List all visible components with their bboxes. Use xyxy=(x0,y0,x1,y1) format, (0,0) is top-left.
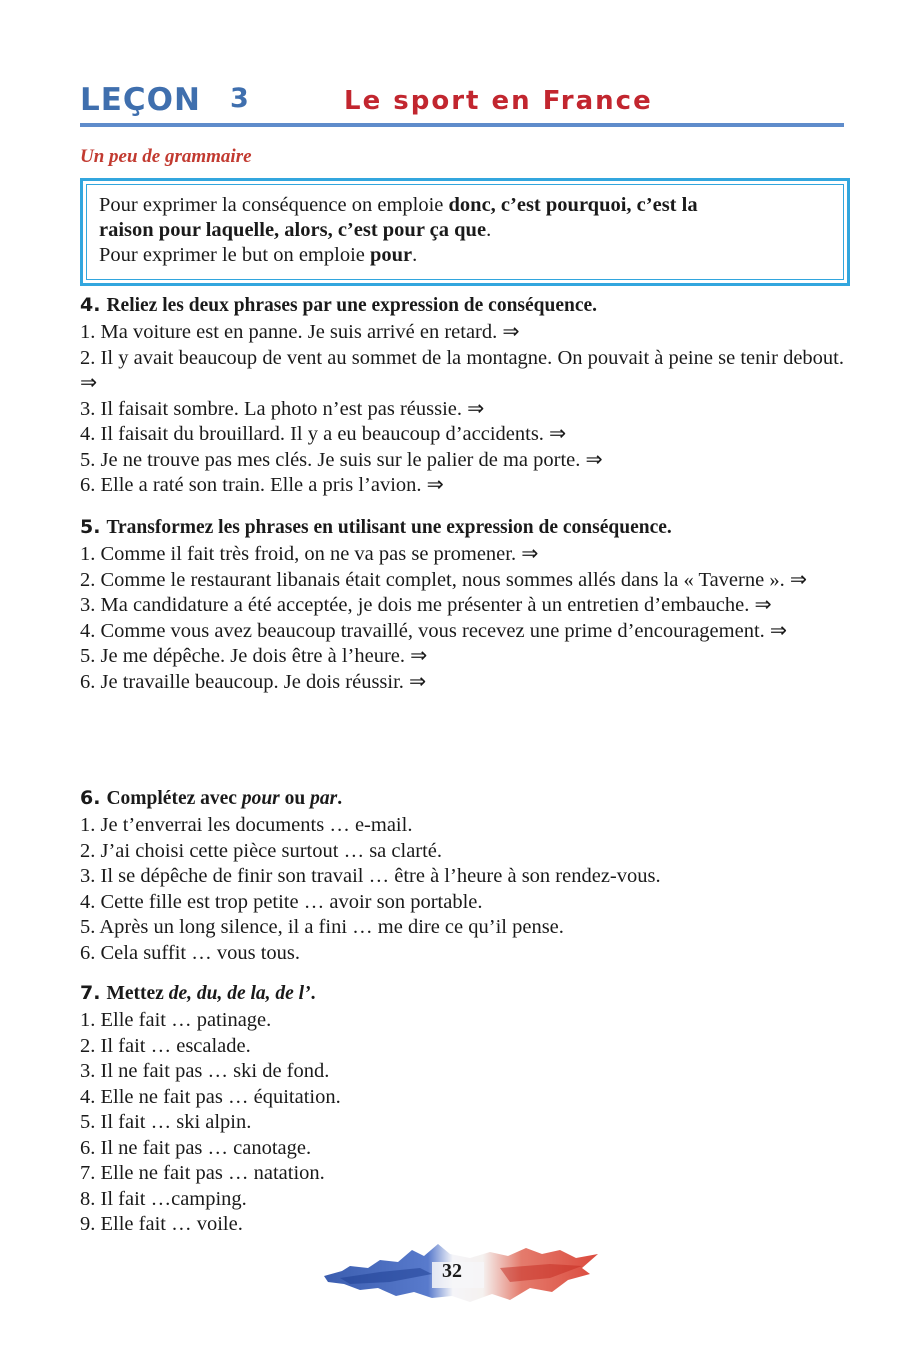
exercise-5 xyxy=(80,512,844,695)
exercise-instruction: Reliez les deux phrases par une expression de conséquence. xyxy=(106,295,598,316)
exercise-7-items xyxy=(80,1008,844,1238)
exercise-item: 4. Elle ne fait pas … équitation. xyxy=(80,1085,341,1108)
grammar-text xyxy=(86,184,844,280)
exercise-number: 5. xyxy=(80,516,101,538)
grammar-bold-1: donc, c’est pourquoi, c’est la xyxy=(448,194,698,216)
lesson-label: LEÇON xyxy=(80,82,201,118)
exercise-item: 7. Elle ne fait pas … natation. xyxy=(80,1162,325,1184)
exercise-item: 4. Cette fille est trop petite … avoir son portable. xyxy=(80,890,483,913)
exercise-keyword: de, du, de la, de l’ xyxy=(168,983,311,1004)
grammar-text-2: . xyxy=(486,219,492,241)
grammar-subheading: Un peu de grammaire xyxy=(80,146,252,167)
exercise-item: 3. Il faisait sombre. La photo n’est pas réussie. ⇒ xyxy=(80,397,485,420)
exercise-item: 1. Comme il fait très froid, on ne va pas se promener. ⇒ xyxy=(80,543,539,565)
exercise-6-items xyxy=(80,813,844,966)
grammar-line-2 xyxy=(99,218,833,243)
exercise-instruction: . xyxy=(310,983,316,1004)
exercise-item: 6. Je travaille beaucoup. Je dois réussir. ⇒ xyxy=(80,670,427,693)
exercise-keyword: pour xyxy=(241,788,280,809)
header-divider xyxy=(80,123,844,127)
exercise-item: 5. Je ne trouve pas mes clés. Je suis sur le palier de ma porte. ⇒ xyxy=(80,448,603,471)
exercise-instruction: Complétez avec xyxy=(106,788,242,809)
exercise-item: 6. Il ne fait pas … canotage. xyxy=(80,1136,312,1159)
exercise-instruction: Mettez xyxy=(106,983,169,1004)
exercise-item: 2. Il fait … escalade. xyxy=(80,1034,251,1057)
exercise-item: 9. Elle fait … voile. xyxy=(80,1213,243,1235)
exercise-item: 2. Comme le restaurant libanais était complet, nous sommes allés dans la « Taverne ». ⇒ xyxy=(80,568,807,591)
exercise-7-title xyxy=(80,978,844,1008)
grammar-text-4: . xyxy=(412,244,418,266)
grammar-text-3: Pour exprimer le but on emploie xyxy=(99,244,370,266)
exercise-item: 3. Il ne fait pas … ski de fond. xyxy=(80,1060,330,1082)
exercise-item: 5. Il fait … ski alpin. xyxy=(80,1111,252,1133)
exercise-instruction: ou xyxy=(279,788,311,809)
exercise-item: 6. Elle a raté son train. Elle a pris l’avion. ⇒ xyxy=(80,474,444,496)
exercise-6-title xyxy=(80,783,844,813)
exercise-4-title xyxy=(80,290,844,320)
exercise-instruction: . xyxy=(337,788,343,809)
exercise-item: 3. Il se dépêche de finir son travail … être à l’heure à son rendez-vous. xyxy=(80,865,661,887)
exercise-7 xyxy=(80,978,844,1238)
grammar-bold-2: raison pour laquelle, alors, c’est pour ça que xyxy=(99,219,487,241)
grammar-bold-3: pour xyxy=(370,244,413,266)
grammar-line-3 xyxy=(99,243,833,268)
lesson-header xyxy=(80,82,844,126)
page-number: 32 xyxy=(442,1260,462,1282)
exercise-item: 1. Ma voiture est en panne. Je suis arrivé en retard. ⇒ xyxy=(80,321,520,343)
exercise-4-items xyxy=(80,320,844,499)
exercise-item: 3. Ma candidature a été acceptée, je dois me présenter à un entretien d’embauche. ⇒ xyxy=(80,594,772,616)
exercise-6 xyxy=(80,783,844,966)
exercise-item: 8. Il fait …camping. xyxy=(80,1187,247,1210)
grammar-text-1: Pour exprimer la conséquence on emploie xyxy=(99,194,449,216)
exercise-number: 6. xyxy=(80,787,101,809)
exercise-item: 5. Après un long silence, il a fini … me dire ce qu’il pense. xyxy=(80,916,564,938)
exercise-item: 5. Je me dépêche. Je dois être à l’heure. ⇒ xyxy=(80,645,428,667)
exercise-item: 2. J’ai choisi cette pièce surtout … sa clarté. xyxy=(80,839,443,862)
page-footer xyxy=(320,1238,602,1308)
exercise-item: 4. Comme vous avez beaucoup travaillé, vous recevez une prime d’encouragement. ⇒ xyxy=(80,619,788,642)
exercise-instruction: Transformez les phrases en utilisant une expression de conséquence. xyxy=(106,517,672,538)
exercise-5-title xyxy=(80,512,844,542)
grammar-box xyxy=(80,178,850,286)
exercise-item: 1. Je t’enverrai les documents … e-mail. xyxy=(80,814,413,836)
grammar-line-1 xyxy=(99,193,833,218)
exercise-number: 7. xyxy=(80,982,101,1004)
lesson-number: 3 xyxy=(230,83,249,114)
exercise-keyword: par xyxy=(310,788,338,809)
exercise-5-items xyxy=(80,542,844,695)
lesson-title: Le sport en France xyxy=(344,86,653,116)
exercise-item: 6. Cela suffit … vous tous. xyxy=(80,941,300,964)
exercise-number: 4. xyxy=(80,294,101,316)
exercise-item: 1. Elle fait … patinage. xyxy=(80,1009,272,1031)
exercise-item: 4. Il faisait du brouillard. Il y a eu beaucoup d’accidents. ⇒ xyxy=(80,423,567,445)
exercise-item: 2. Il y avait beaucoup de vent au sommet de la montagne. On pouvait à peine se tenir debout. ⇒ xyxy=(80,346,844,394)
exercise-4 xyxy=(80,290,844,499)
